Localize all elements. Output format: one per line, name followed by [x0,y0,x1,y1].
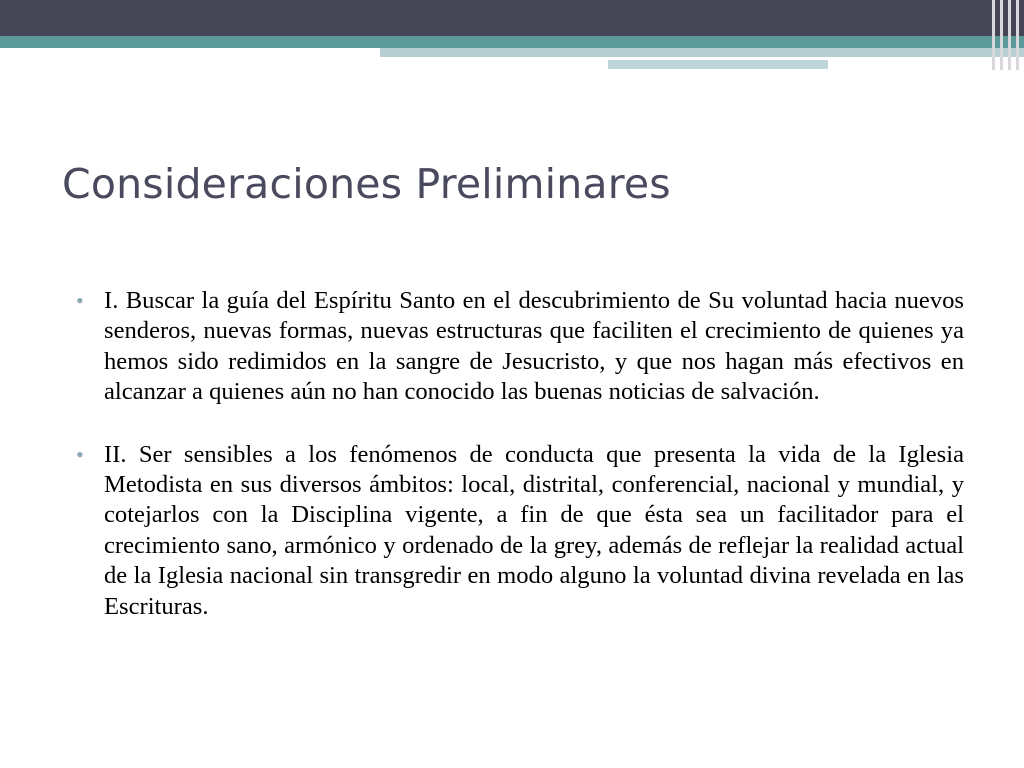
decorative-stripes [990,0,1024,70]
light-band-lower [608,60,828,69]
bullet-item-1 [76,286,964,408]
accent-band [0,36,1024,48]
bullet-marker: • [76,441,84,467]
bullet-list [76,286,964,654]
bullet-item-2 [76,440,964,622]
light-band-upper [380,48,1024,57]
header-bar [0,0,1024,36]
bullet-marker: • [76,288,84,313]
bullet-text: I. Buscar la guía del Espíritu Santo en el descubrimiento de Su voluntad hacia nuevos senderos, nuevas formas, nuevas estructuras que faciliten el crecimiento de quienes ya hemos sido redimidos en la sangre de Jesucristo, y que nos hagan más efectivos en alcanzar a quienes aún no han conocido las buenas noticias de salvación. [104,287,964,406]
slide-title: Consideraciones Preliminares [62,160,671,208]
bullet-text: II. Ser sensibles a los fenómenos de conducta que presenta la vida de la Iglesia Metodista en sus diversos ámbitos: local, distrital, conferencial, nacional y mundial, y cotejarlos con la Disciplina vigente, a fin de que ésta sea un facilitador para el crecimiento sano, armónico y ordenado de la grey, además de reflejar la realidad actual de la Iglesia nacional sin transgredir en modo alguno la voluntad divina revelada en las Escrituras. [104,440,964,620]
